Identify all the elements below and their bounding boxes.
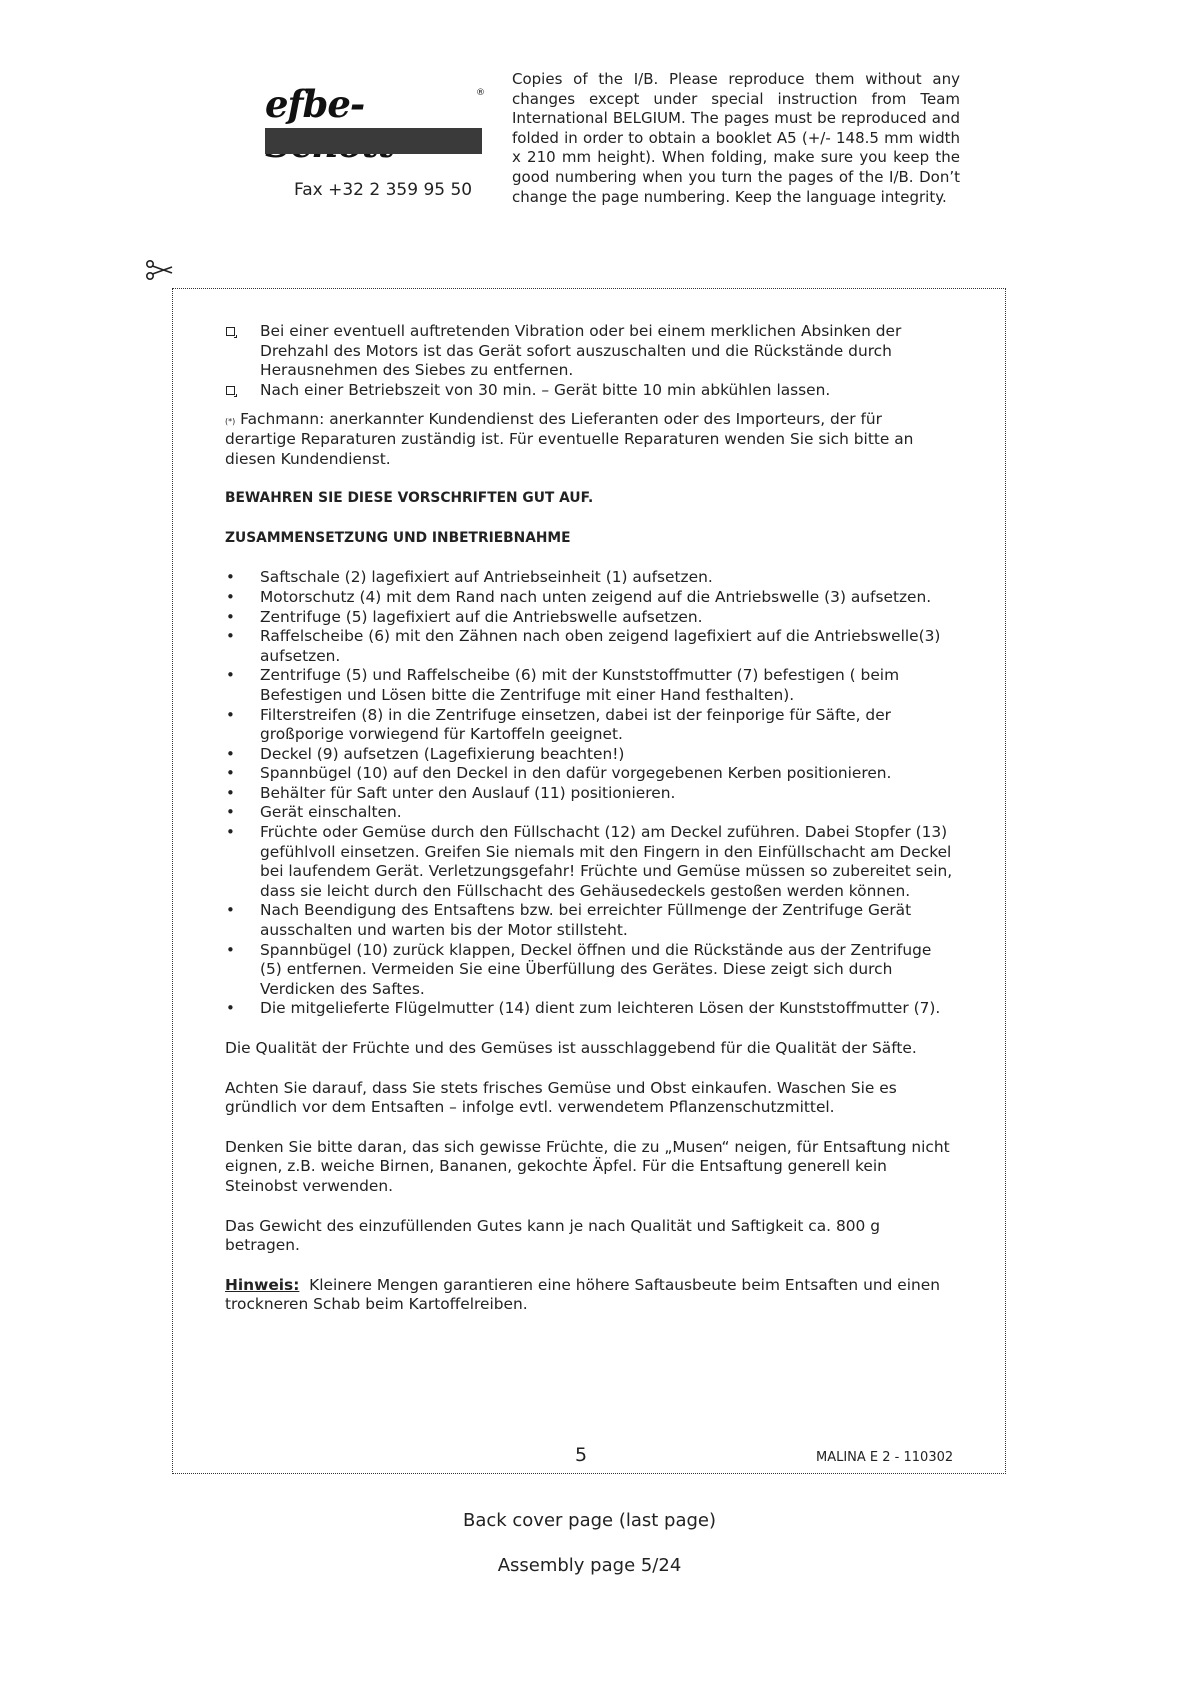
checkbox-icon (226, 386, 235, 395)
hint-text: Kleinere Mengen garantieren eine höhere Saftausbeute beim Entsaften und einen trockneren Schab beim Kartoffelreiben. (225, 1275, 940, 1314)
scissors-icon (144, 258, 174, 282)
hint-label: Hinweis: (225, 1275, 300, 1294)
list-item (225, 745, 955, 765)
registered-mark: ® (476, 88, 485, 98)
bullet-icon: • (226, 744, 235, 763)
list-item-text: Gerät einschalten. (260, 803, 402, 822)
bullet-icon: • (226, 940, 235, 959)
paragraph-quality: Die Qualität der Früchte und des Gemüses ist ausschlaggebend für die Qualität der Säfte. (225, 1039, 917, 1057)
list-item (225, 999, 955, 1019)
paragraph-mush: Denken Sie bitte daran, das sich gewisse Früchte, die zu „Musen“ neigen, für Entsaftung nicht eignen, z.B. weiche Birnen, Bananen, gekochte Äpfel. Für die Entsaftung generell kein Steinobst verwenden. (225, 1137, 950, 1195)
list-item (225, 627, 955, 666)
list-item (225, 803, 955, 823)
list-item (225, 901, 955, 940)
checklist-item (225, 322, 955, 381)
bullet-icon: • (226, 901, 235, 920)
list-item-text: Raffelscheibe (6) mit den Zähnen nach oben zeigend lagefixiert auf die Antriebswelle(3) aufsetzen. (260, 627, 941, 665)
bullet-icon: • (226, 764, 235, 783)
checklist (225, 322, 955, 400)
bullet-icon: • (226, 999, 235, 1018)
list-item-text: Filterstreifen (8) in die Zentrifuge einsetzen, dabei ist der feinporige für Säfte, der großporige vorwiegend für Kartoffeln geeignet. (260, 705, 891, 744)
heading-assembly: ZUSAMMENSETZUNG UND INBETRIEBNAHME (225, 529, 571, 546)
assembly-page-note: Assembly page 5/24 (497, 1555, 682, 1576)
checklist-item-text: Bei einer eventuell auftretenden Vibration oder bei einem merklichen Absinken der Drehzahl des Motors ist das Gerät sofort auszuschalten und die Rückstände durch Herausnehmen des Siebes zu entfernen. (260, 322, 902, 380)
list-item (225, 666, 955, 705)
bullet-icon: • (226, 705, 235, 724)
list-item-text: Deckel (9) aufsetzen (Lagefixierung beachten!) (260, 744, 625, 763)
list-item (225, 823, 955, 901)
fax-number: Fax +32 2 359 95 50 (294, 180, 473, 200)
paragraph-weight: Das Gewicht des einzufüllenden Gutes kann je nach Qualität und Saftigkeit ca. 800 g betragen. (225, 1216, 881, 1255)
list-item (225, 706, 955, 745)
footnote-mark: (*) (225, 417, 236, 427)
paragraph-fresh: Achten Sie darauf, dass Sie stets frisches Gemüse und Obst einkaufen. Waschen Sie es gründlich vor dem Entsaften – infolge evtl. verwendetem Pflanzenschutzmittel. (225, 1078, 897, 1117)
footnote (225, 410, 955, 469)
page-number: 5 (575, 1444, 588, 1466)
list-item-text: Zentrifuge (5) lagefixiert auf die Antriebswelle aufsetzen. (260, 607, 703, 626)
list-item-text: Spannbügel (10) auf den Deckel in den dafür vorgegebenen Kerben positionieren. (260, 764, 892, 783)
list-item (225, 568, 955, 588)
footnote-text: Fachmann: anerkannter Kundendienst des Lieferanten oder des Importeurs, der für derartige Reparaturen zuständig ist. Für eventuelle Reparaturen wenden Sie sich bitte an diesen Kundendienst. (225, 410, 914, 468)
list-item-text: Nach Beendigung des Entsaftens bzw. bei erreichter Füllmenge der Zentrifuge Gerät ausschalten und warten bis der Motor stillsteht. (260, 901, 912, 940)
checklist-item-text: Nach einer Betriebszeit von 30 min. – Gerät bitte 10 min abkühlen lassen. (260, 380, 831, 399)
list-item (225, 941, 955, 1000)
list-item-text: Saftschale (2) lagefixiert auf Antriebseinheit (1) aufsetzen. (260, 568, 713, 587)
bullet-icon: • (226, 823, 235, 842)
logo-bar (265, 128, 482, 154)
heading-keep-instructions: BEWAHREN SIE DIESE VORSCHRIFTEN GUT AUF. (225, 490, 594, 507)
brand-logo (265, 84, 483, 164)
list-item-text: Motorschutz (4) mit dem Rand nach unten zeigend auf die Antriebswelle (3) aufsetzen. (260, 587, 932, 606)
bullet-icon: • (226, 666, 235, 685)
list-item-text: Spannbügel (10) zurück klappen, Deckel öffnen und die Rückstände aus der Zentrifuge (5) entfernen. Vermeiden Sie eine Überfüllung des Gerätes. Diese zeigt sich durch Verdicken des Saftes. (260, 940, 932, 998)
list-item-text: Die mitgelieferte Flügelmutter (14) dient zum leichteren Lösen der Kunststoffmutter (7). (260, 999, 941, 1018)
bullet-icon: • (226, 587, 235, 606)
list-item-text: Behälter für Saft unter den Auslauf (11) positionieren. (260, 783, 676, 802)
assembly-steps (225, 568, 955, 1019)
checklist-item (225, 381, 955, 401)
page-content (225, 322, 955, 1315)
list-item (225, 784, 955, 804)
checkbox-icon (226, 327, 235, 336)
bullet-icon: • (226, 627, 235, 646)
list-item-text: Früchte oder Gemüse durch den Füllschacht (12) am Deckel zuführen. Dabei Stopfer (13) gefühlvoll einsetzen. Greifen Sie niemals mit den Fingern in den Einfüllschacht am Deckel bei laufendem Gerät. Verletzungsgefahr! Früchte und Gemüse müssen so zubereitet sein, dass sie leicht durch den Füllschacht des Gehäusedeckels gestoßen werden können. (260, 823, 953, 900)
model-code: MALINA E 2 - 110302 (816, 1450, 954, 1465)
list-item (225, 764, 955, 784)
logo-text: efbe- (265, 82, 365, 126)
bullet-icon: • (226, 803, 235, 822)
back-cover-note: Back cover page (last page) (462, 1510, 717, 1531)
bullet-icon: • (226, 783, 235, 802)
list-item-text: Zentrifuge (5) und Raffelscheibe (6) mit der Kunststoffmutter (7) befestigen ( beim Befestigen und Lösen bitte die Zentrifuge mit einer Hand festhalten). (260, 666, 900, 704)
reproduction-instructions: Copies of the I/B. Please reproduce them without any changes except under special instruction from Team International BELGIUM. The pages must be reproduced and folded in order to obtain a booklet A5 (+/- 148.5 mm width x 210 mm height). When folding, make sure you keep the good numbering when you turn the pages of the I/B. Don’t change the page numbering. Keep the language integrity. (512, 70, 960, 206)
hint-paragraph (225, 1276, 955, 1315)
bullet-icon: • (226, 607, 235, 626)
list-item (225, 608, 955, 628)
bullet-icon: • (226, 568, 235, 587)
list-item (225, 588, 955, 608)
